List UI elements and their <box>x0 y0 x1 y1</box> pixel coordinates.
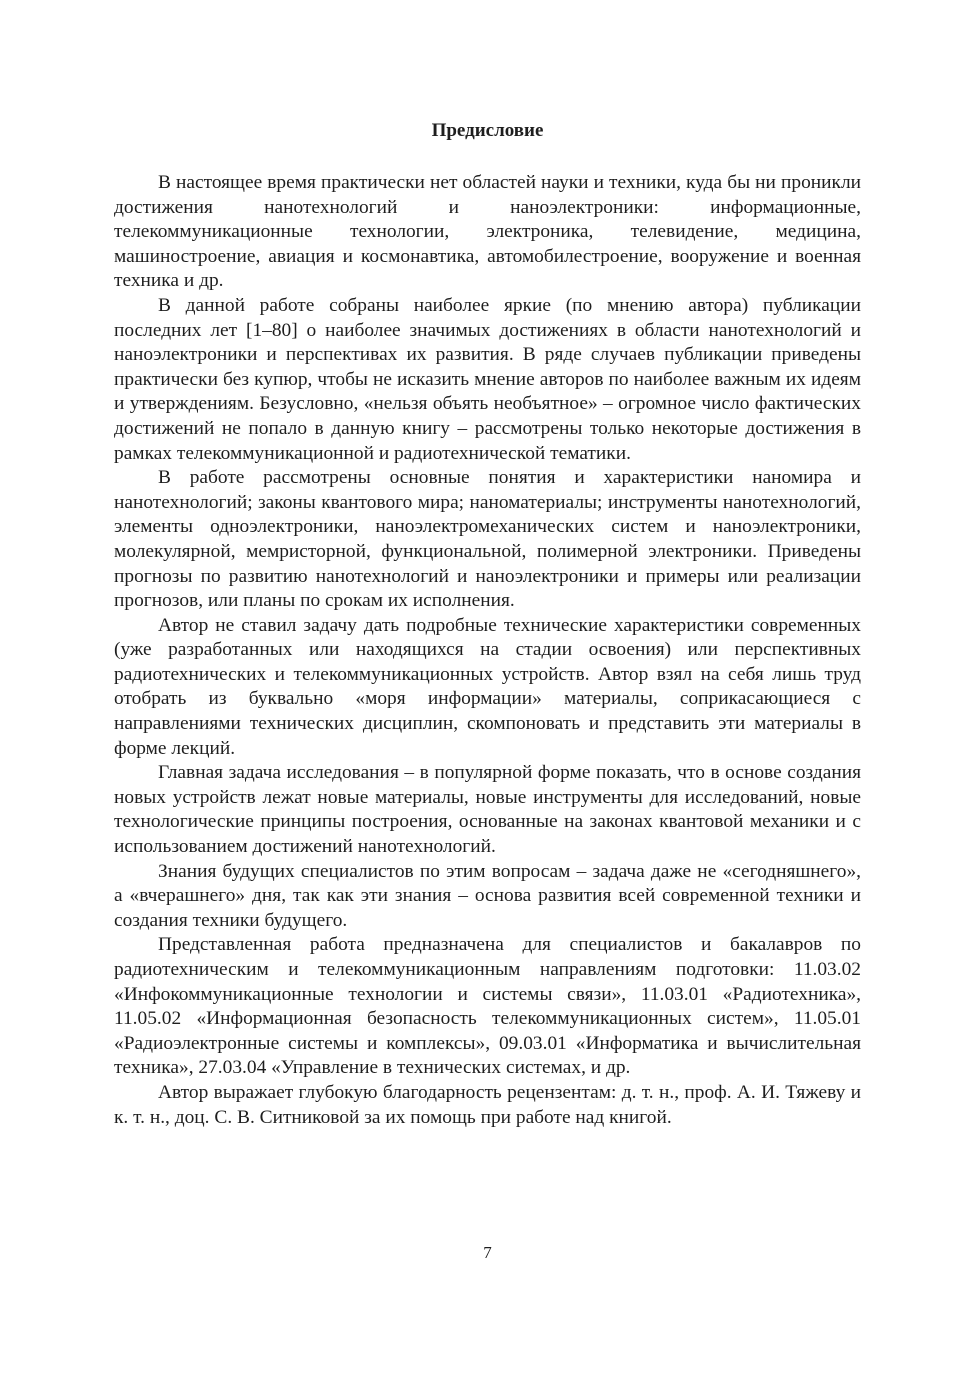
body-text <box>114 171 861 1130</box>
paragraph-intro: В настоящее время практически нет областей науки и техники, куда бы ни проникли достижения нанотехнологий и наноэлектроники: информационные, телекоммуникационные технологии, электроника, телевидение, медицина, машиностроение, авиация и космонавтика, автомобилестроение, вооружение и военная техника и др. <box>114 172 861 292</box>
paragraph-knowledge: Знания будущих специалистов по этим вопросам – задача даже не «сегодняшнего», а «вчерашнего» дня, так как эти знания – основа развития всей современной техники и создания техники будущего. <box>114 860 861 931</box>
paragraph-topics: В работе рассмотрены основные понятия и характеристики наномира и нанотехнологий; законы квантового мира; наноматериалы; инструменты нанотехнологий, элементы одноэлектроники, наноэлектромеханических систем и наноэлектроники, молекулярной, мемристорной, функциональной, полимерной электроники. Приведены прогнозы по развитию нанотехнологий и наноэлектроники и примеры или реализации прогнозов, или планы по срокам их исполнения. <box>114 467 861 612</box>
paragraph-audience: Представленная работа предназначена для специалистов и бакалавров по радиотехническим и телекоммуникационным направлениям подготовки: 11.03.02 «Инфокоммуникационные технологии и системы связи», 11.03.01 «Радиотехника», 11.05.02 «Информационная безопасность телекоммуникационных систем», 11.05.01 «Радиоэлектронные системы и комплексы», 09.03.01 «Информатика и вычислительная техника», 27.03.04 «Управление в технических системах, и др. <box>114 934 861 1079</box>
paragraph-acknowledgements: Автор выражает глубокую благодарность рецензентам: д. т. н., проф. А. И. Тяжеву и к. т. н., доц. С. В. Ситниковой за их помощь при работе над книгой. <box>114 1081 861 1128</box>
paragraph-author-goal: Автор не ставил задачу дать подробные технические характеристики современных (уже разработанных или находящихся на стадии освоения) или перспективных радиотехнических и телекоммуникационных устройств. Автор взял на себя лишь труд отобрать из буквально «моря информации» материалы, соприкасающиеся с направлениями технических дисциплин, скомпоновать и представить эти материалы в форме лекций. <box>114 614 861 759</box>
page-number: 7 <box>483 1243 492 1262</box>
page-title: Предисловие <box>431 120 544 141</box>
paragraph-main-task: Главная задача исследования – в популярной форме показать, что в основе создания новых устройств лежат новые материалы, новые инструменты для исследований, новые технологические принципы построения, основанные на законах квантовой механики и с использованием достижений нанотехнологий. <box>114 762 861 858</box>
paragraph-publications: В данной работе собраны наиболее яркие (по мнению автора) публикации последних лет [1–80] о наиболее значимых достижениях в области нанотехнологий и наноэлектроники и перспективах их развития. В ряде случаев публикации приведены практически без купюр, чтобы не исказить мнение авторов по наиболее важным их идеям и утверждениям. Безусловно, «нельзя объять необъятное» – огромное число фактических достижений не попало в данную книгу – рассмотрены только некоторые достижения в рамках телекоммуникационной и радиотехнической тематики. <box>114 294 861 464</box>
